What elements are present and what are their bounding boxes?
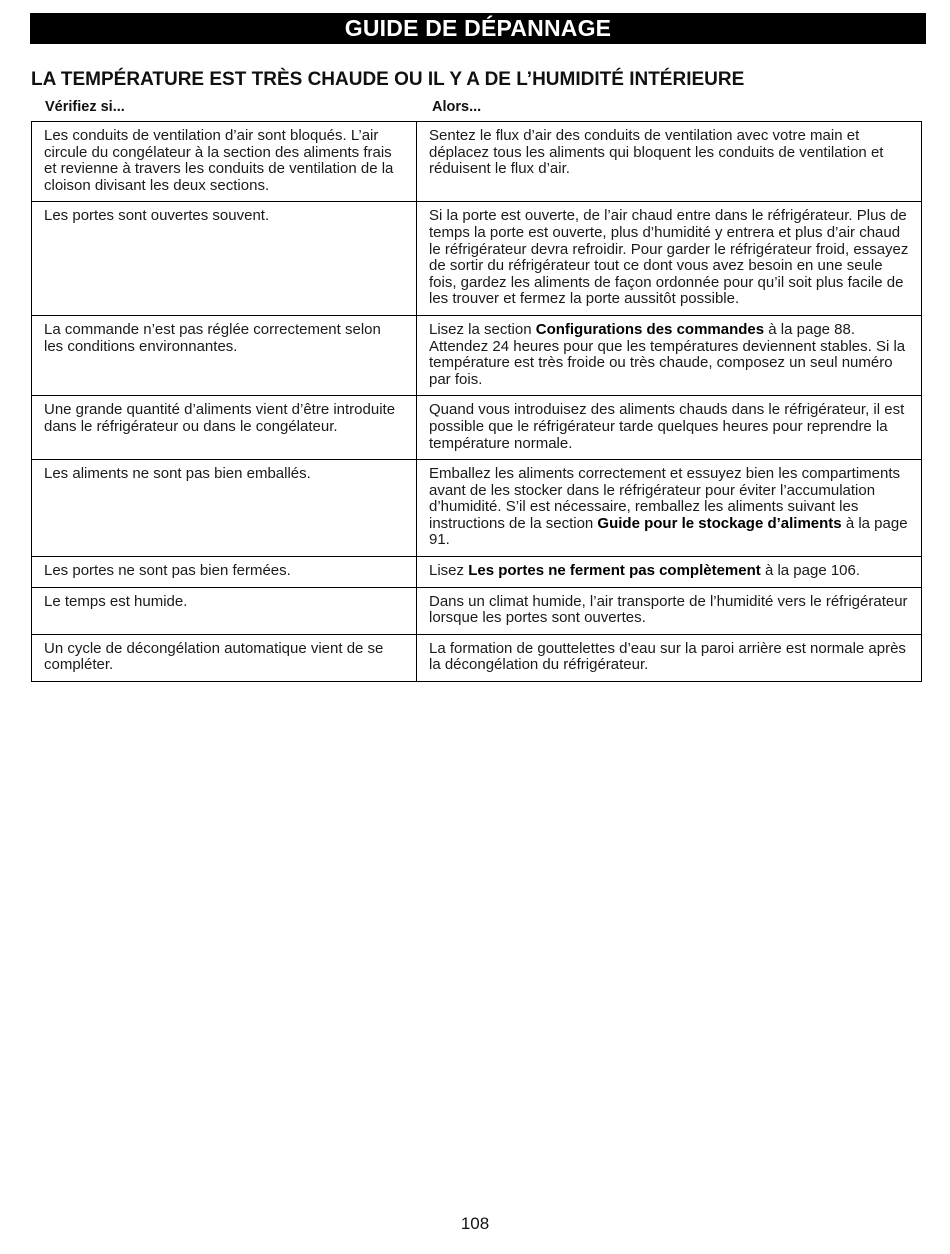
check-cell: La commande n’est pas réglée correctement selon les conditions environnantes. [32, 315, 417, 395]
troubleshooting-table-body [32, 122, 922, 682]
solution-cell [417, 396, 922, 460]
solution-text: Dans un climat humide, l’air transporte de l’humidité vers le réfrigérateur lorsque les portes sont ouvertes. [429, 592, 908, 627]
troubleshooting-table [31, 121, 922, 682]
column-header-then: Alors... [432, 99, 482, 115]
solution-reference: Configurations des commandes [535, 320, 765, 338]
column-header-check: Vérifiez si... [45, 99, 125, 115]
solution-cell [417, 460, 922, 557]
solution-cell [417, 634, 922, 681]
check-cell: Le temps est humide. [32, 587, 417, 634]
solution-cell [417, 202, 922, 316]
table-row [32, 122, 922, 202]
solution-text: Lisez [429, 562, 469, 580]
table-row [32, 557, 922, 588]
solution-cell [417, 557, 922, 588]
check-cell: Les portes sont ouvertes souvent. [32, 202, 417, 316]
solution-text: Si la porte est ouverte, de l’air chaud entre dans le réfrigérateur. Plus de temps la porte est ouverte, plus d’humidité y entrera et plus d’air chaud le réfrigérateur devra refroidir. Pour garder le réfrigérateur froid, essayez de sortir du réfrigérateur tout ce dont vous avez besoin en une seule fois, gardez les aliments de façon ordonnée pour qu’il soit plus facile de les trouver et fermez la porte aussitôt possible. [429, 207, 909, 308]
page-number: 108 [460, 1214, 490, 1233]
table-row [32, 587, 922, 634]
check-cell: Les conduits de ventilation d’air sont bloqués. L’air circule du congélateur à la section des aliments frais et revienne à travers les conduits de ventilation de la cloison divisant les deux sections. [32, 122, 417, 202]
solution-text: à la page 106. [760, 562, 861, 580]
solution-text: La formation de gouttelettes d’eau sur la paroi arrière est normale après la décongélation du réfrigérateur. [429, 639, 906, 674]
solution-text: Quand vous introduisez des aliments chauds dans le réfrigérateur, il est possible que le réfrigérateur tarde quelques heures pour reprendre la température normale. [429, 401, 905, 452]
solution-cell [417, 587, 922, 634]
table-row [32, 396, 922, 460]
table-row [32, 634, 922, 681]
solution-reference: Guide pour le stockage d’aliments [597, 514, 842, 532]
solution-text: à la page 88. Attendez 24 heures pour que les températures deviennent stables. Si la température est très froide ou très chaude, composez un seul numéro par fois. [429, 320, 906, 388]
solution-text: Emballez les aliments correctement et essuyez bien les compartiments avant de les stocker dans le réfrigérateur pour éviter l’accumulation d’humidité. S’il est nécessaire, remballez les aliments suivant les instructions de la section [429, 465, 901, 532]
table-row [32, 460, 922, 557]
check-cell: Une grande quantité d’aliments vient d’être introduite dans le réfrigérateur ou dans le congélateur. [32, 396, 417, 460]
page-banner: GUIDE DE DÉPANNAGE [30, 13, 926, 44]
table-row [32, 202, 922, 316]
solution-text: Sentez le flux d’air des conduits de ventilation avec votre main et déplacez tous les aliments qui bloquent les conduits de ventilation et réduisent le flux d’air. [429, 127, 884, 178]
solution-reference: Les portes ne ferment pas complètement [468, 562, 761, 580]
table-row [32, 315, 922, 395]
check-cell: Les aliments ne sont pas bien emballés. [32, 460, 417, 557]
solution-cell [417, 122, 922, 202]
check-cell: Un cycle de décongélation automatique vient de se compléter. [32, 634, 417, 681]
solution-cell [417, 315, 922, 395]
section-title: LA TEMPÉRATURE EST TRÈS CHAUDE OU IL Y A DE L’HUMIDITÉ INTÉRIEURE [31, 69, 745, 90]
solution-text: à la page 91. [429, 514, 908, 549]
check-cell: Les portes ne sont pas bien fermées. [32, 557, 417, 588]
solution-text: Lisez la section [429, 320, 536, 338]
